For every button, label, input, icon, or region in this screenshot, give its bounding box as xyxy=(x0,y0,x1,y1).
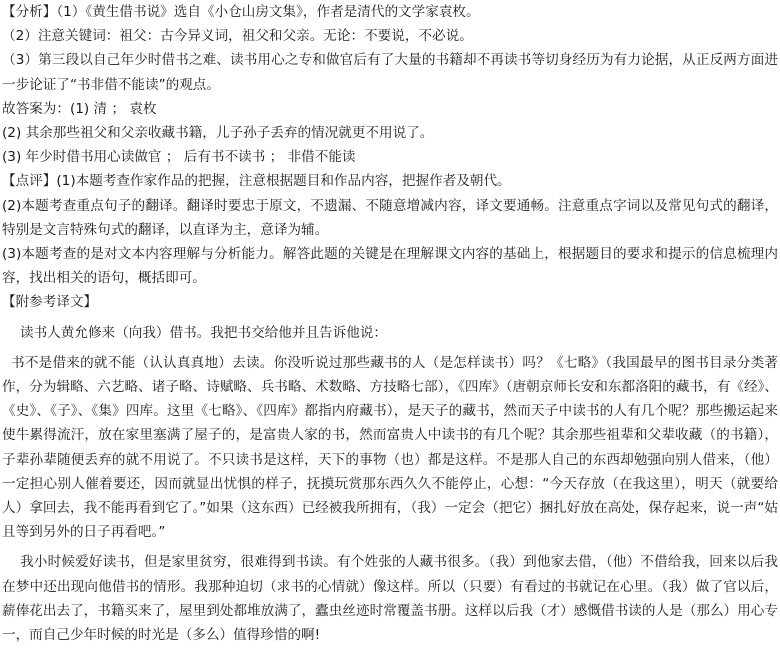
answer-intro: 故答案为：(1) 清 ； 袁枚 xyxy=(2,100,157,117)
analysis-paragraph-2: （2）注意关键词：祖父：古今异义词，祖父和父亲。无论：不要说，不必说。 xyxy=(2,28,473,45)
answer-item-3: (3) 年少时借书用心读做官 ； 后有书不读书 ； 非借不能读 xyxy=(2,149,356,166)
answer-item-2: (2) 其余那些祖父和父亲收藏书籍，儿子孙子丢弃的情况就更不用说了。 xyxy=(2,125,434,142)
analysis-paragraph-1: 【分析】（1）《黄生借书说》选自《小仓山房文集》，作者是清代的文学家袁枚。 xyxy=(2,4,480,20)
document-body xyxy=(2,0,778,647)
comment-paragraph-1: 【点评】(1)本题考查作家作品的把握，注意根据题目和作品内容，把握作者及朝代。 xyxy=(2,173,511,190)
translation-paragraph-2: 书不是借来的就不能（认认真真地）去读。你没听说过那些藏书的人（是怎样读书）吗？《七略》（我国最早的图书目录分类著作，分为辑略、六艺略、诸子略、诗赋略、兵书略、术数略、方技略七部），《四库》（唐朝京师长安和东都洛阳的藏书，有《经》、《史》、《子》、《集》四库。这里《七略》、《四库》都指内府藏书），是天子的藏书，然而天子中读书的人有几个呢？那些搬运起来使牛累得流汗，放在家里塞满了屋子的，是富贵人家的书，然而富贵人中读书的有几个呢？其余那些祖辈和父辈收藏（的书籍），子辈孙辈随便丢弃的就不用说了。不只读书是这样，天下的事物（也）都是这样。不是那人自己的东西却勉强向别人借来，（他）一定担心别人催着要还，因而就显出忧惧的样子，抚摸玩赏那东西久久不能停止，心想：“今天存放（在我这里），明天（就要给人）拿回去，我不能再看到它了。”如果（这东西）已经被我所拥有，（我）一定会（把它）捆扎好放在高处，保存起来，说一声“姑且等到另外的日子再看吧。” xyxy=(2,354,778,541)
comment-paragraph-3: (3)本题考查的是对文本内容理解与分析能力。解答此题的关键是在理解课文内容的基础上，根据题目的要求和提示的信息梳理内容，找出相关的语句，概括即可。 xyxy=(2,246,778,287)
translation-paragraph-1: 读书人黄允修来（向我）借书。我把书交给他并且告诉他说： xyxy=(20,324,388,341)
comment-paragraph-2: (2)本题考查重点句子的翻译。翻译时要忠于原文，不遗漏、不随意增减内容，译文要通畅。注意重点字词以及常见句式的翻译，特别是文言特殊句式的翻译，以直译为主，意译为辅。 xyxy=(2,197,778,238)
analysis-paragraph-3: （3）第三段以自己年少时借书之难、读书用心之专和做官后有了大量的书籍却不再读书等切身经历为有力论据，从正反两方面进一步论证了“书非借不能读”的观点。 xyxy=(2,52,778,93)
translation-paragraph-3: 我小时候爱好读书，但是家里贫穷，很难得到书读。有个姓张的人藏书很多。（我）到他家去借，（他）不借给我，回来以后我在梦中还出现向他借书的情形。我那种迫切（求书的心情就）像这样。所以（只要）有看过的书就记在心里。（我）做了官以后，薪俸花出去了，书籍买来了，屋里到处都堆放满了，蠹虫丝迹时常覆盖书册。这样以后我（才）感慨借书读的人是（那么）用心专一，而自己少年时候的时光是（多么）值得珍惜的啊! xyxy=(2,554,778,644)
translation-heading: 【附参考译文】 xyxy=(2,294,98,311)
